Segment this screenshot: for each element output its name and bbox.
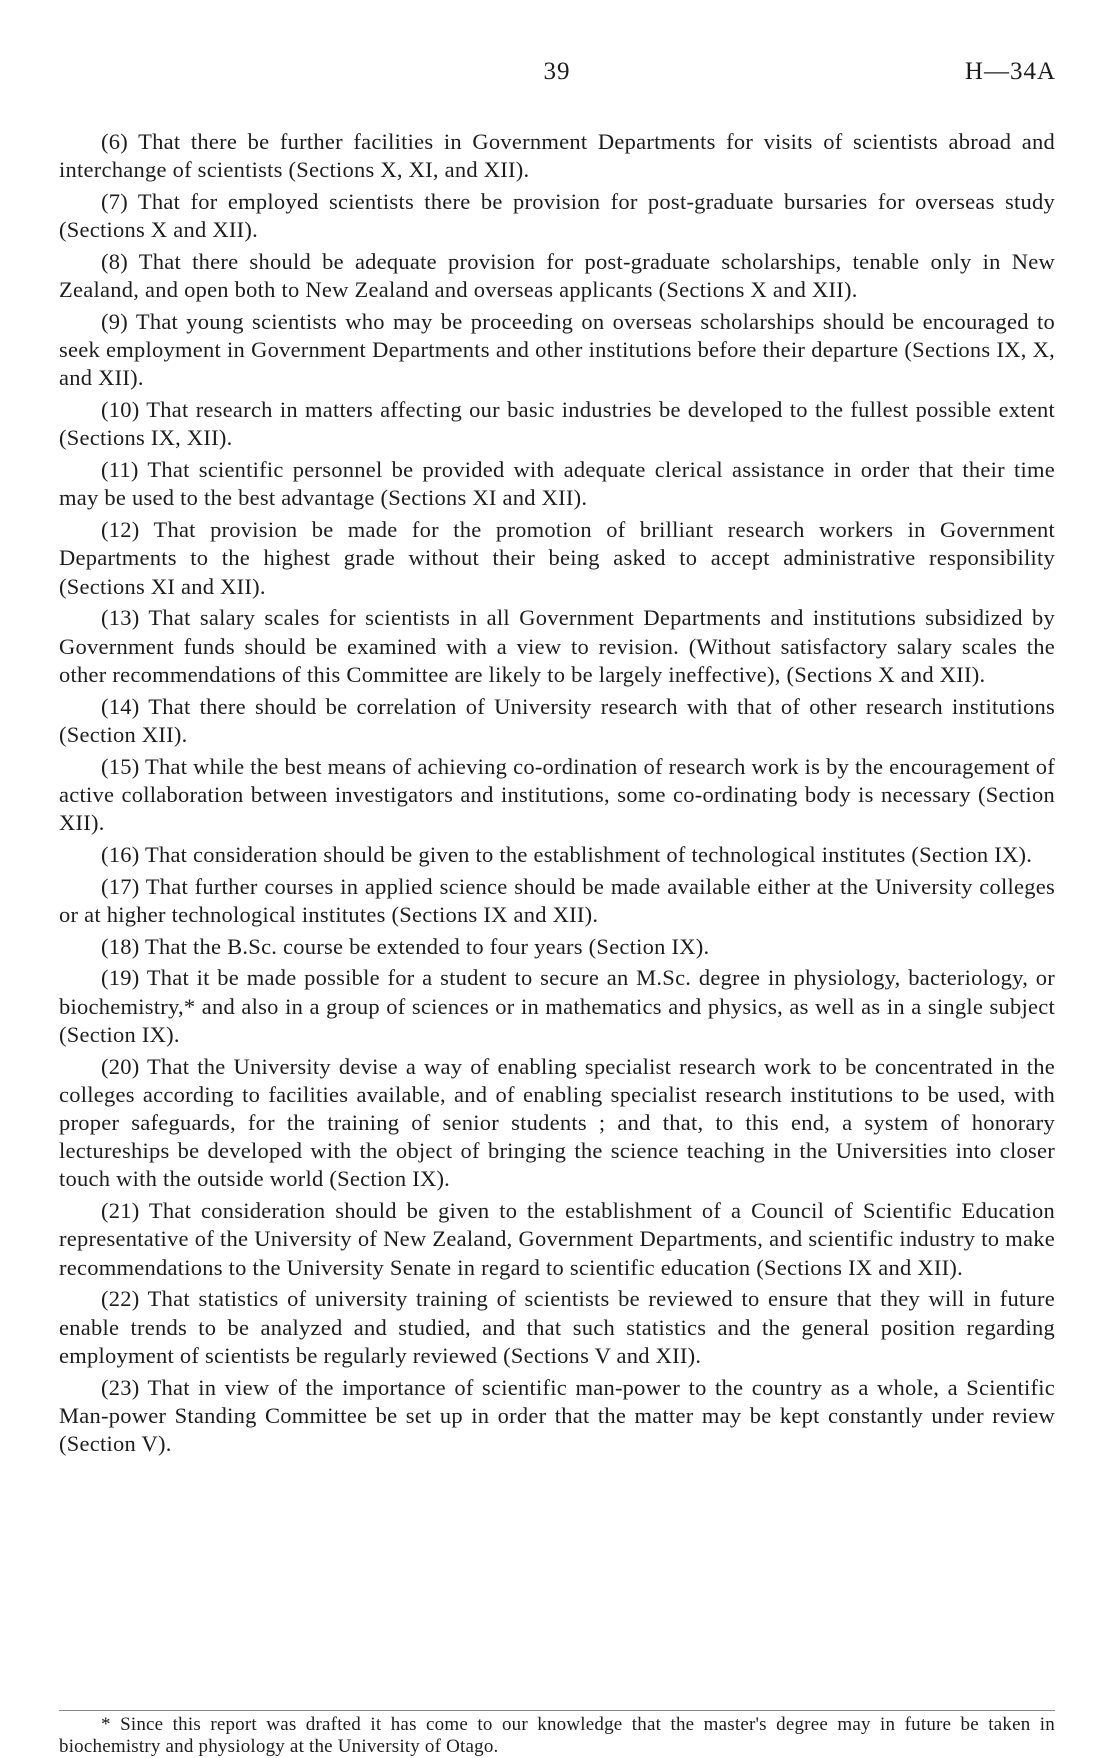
recommendation-paragraph: (23) That in view of the importance of scientific man-power to the country as a whole, a Scientific Man-power Standing Committee be set up in order that the matter may be kept constantly under review (Section V). bbox=[59, 1374, 1055, 1457]
recommendation-paragraph: (15) That while the best means of achieving co-ordination of research work is by the encouragement of active collaboration between investigators and institutions, some co-ordinating body is necessary (Section XII). bbox=[59, 753, 1055, 836]
recommendation-paragraph: (11) That scientific personnel be provided with adequate clerical assistance in order that their time may be used to the best advantage (Sections XI and XII). bbox=[59, 457, 1055, 511]
recommendation-paragraph: (13) That salary scales for scientists in all Government Departments and institutions subsidized by Government funds should be examined with a view to revision. (Without satisfactory salary scales the other recommendations of this Committee are likely to be largely ineffective), (Sections X and XII). bbox=[59, 605, 1055, 687]
recommendation-paragraph: (8) That there should be adequate provision for post-graduate scholarships, tenable only in New Zealand, and open both to New Zealand and overseas applicants (Sections X and XII). bbox=[59, 249, 1055, 303]
recommendation-paragraph: (16) That consideration should be given to the establishment of technological institutes (Section IX). bbox=[101, 841, 1033, 867]
document-reference: H—34A bbox=[964, 58, 1056, 85]
recommendation-paragraph: (10) That research in matters affecting our basic industries be developed to the fullest possible extent (Sections IX, XII). bbox=[59, 397, 1055, 451]
page-header bbox=[0, 58, 1114, 98]
recommendation-paragraph: (14) That there should be correlation of University research with that of other research institutions (Section XII). bbox=[59, 693, 1055, 747]
recommendation-paragraph: (18) That the B.Sc. course be extended to four years (Section IX). bbox=[101, 933, 710, 959]
recommendation-paragraph: (7) That for employed scientists there be provision for post-graduate bursaries for overseas study (Sections X and XII). bbox=[59, 189, 1055, 243]
recommendation-paragraph: (21) That consideration should be given to the establishment of a Council of Scientific Education representative of the University of New Zealand, Government Departments, and scientific industry to make recommendations to the University Senate in regard to scientific education (Sections IX and XII). bbox=[59, 1198, 1055, 1280]
recommendation-paragraph: (6) That there be further facilities in Government Departments for visits of scientists abroad and interchange of scientists (Sections X, XI, and XII). bbox=[59, 129, 1055, 183]
recommendation-paragraph: (22) That statistics of university training of scientists be reviewed to ensure that they will in future enable trends to be analyzed and studied, and that such statistics and the general position regarding employment of scientists be regularly reviewed (Sections V and XII). bbox=[59, 1286, 1055, 1368]
recommendation-paragraph: (17) That further courses in applied science should be made available either at the University colleges or at higher technological institutes (Sections IX and XII). bbox=[59, 873, 1055, 927]
page-number: 39 bbox=[543, 58, 571, 85]
recommendation-paragraph: (19) That it be made possible for a student to secure an M.Sc. degree in physiology, bacteriology, or biochemistry,* and also in a group of sciences or in mathematics and physics, as well as in a single subject (Section IX). bbox=[59, 965, 1055, 1047]
recommendation-paragraph: (9) That young scientists who may be proceeding on overseas scholarships should be encouraged to seek employment in Government Departments and other institutions before their departure (Sections IX, X, and XII). bbox=[59, 309, 1055, 391]
recommendation-paragraph: (20) That the University devise a way of enabling specialist research work to be concentrated in the colleges according to facilities available, and of enabling specialist research institutions to be used, with proper safeguards, for the training of senior students ; and that, to this end, a system of honorary lectureships be developed with the object of bringing the science teaching in the Universities into closer touch with the outside world (Section IX). bbox=[59, 1053, 1055, 1192]
recommendations-list bbox=[59, 128, 1055, 1462]
footnote-divider bbox=[59, 1710, 1055, 1711]
recommendation-paragraph: (12) That provision be made for the promotion of brilliant research workers in Government Departments to the highest grade without their being asked to accept administrative responsibility (Sections XI and XII). bbox=[59, 517, 1055, 599]
footnote: * Since this report was drafted it has come to our knowledge that the master's degree may in future be taken in biochemistry and physiology at the University of Otago. bbox=[59, 1714, 1055, 1757]
